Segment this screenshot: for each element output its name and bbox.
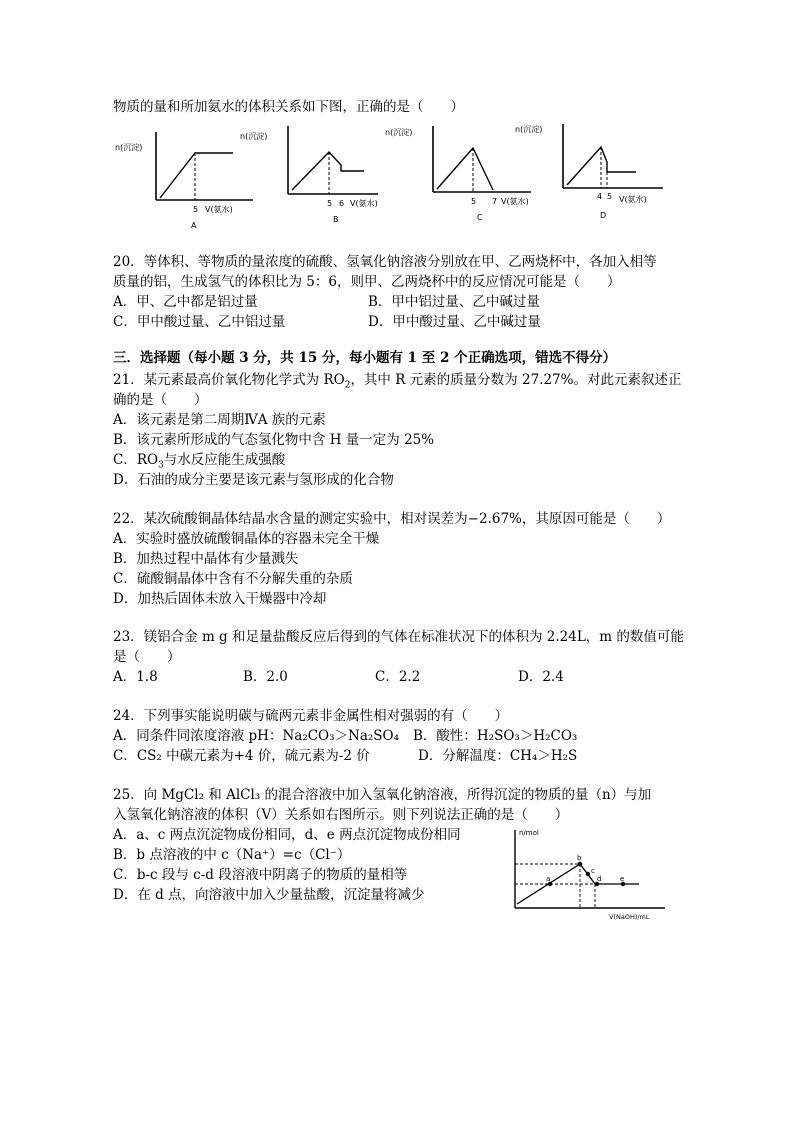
graph-a-letter: A <box>191 221 197 230</box>
graph-b-tick-6: 6 <box>339 199 345 208</box>
q25-option-d: D．在 d 点，向溶液中加入少量盐酸，沉淀量将减少 <box>113 887 425 903</box>
graph-c-tick-5: 5 <box>471 197 477 206</box>
q24-option-b: B．酸性：H₂SO₃＞H₂CO₃ <box>413 728 578 744</box>
q22-option-c: C．硫酸铜晶体中含有不分解失重的杂质 <box>113 571 353 587</box>
q25-stem-1: 25．向 MgCl₂ 和 AlCl₃ 的混合溶液中加入氢氧化钠溶液，所得沉淀的物质的量（n）与加 <box>113 787 652 803</box>
q21-option-b: B．该元素所形成的气态氢化物中含 H 量一定为 25% <box>113 432 435 448</box>
graph-b-letter: B <box>333 215 339 224</box>
q21-option-c-b: 与水反应能生成强酸 <box>163 452 286 468</box>
q25-stem-2: 入氢氧化钠溶液的体积（V）关系如右图所示。则下列说法正确的是（ ） <box>113 807 569 823</box>
graph-c-tick-7: 7 <box>492 197 498 206</box>
graph-c-ylabel: n(沉淀) <box>385 128 413 137</box>
q24-stem: 24．下列事实能说明碳与硫两元素非金属性相对强弱的有（ ） <box>113 708 509 724</box>
q25-point-c <box>586 872 590 876</box>
q25-label-a: a <box>546 875 551 883</box>
q23-option-c: C．2.2 <box>375 669 421 685</box>
graph-a-tick: 5 <box>193 205 199 214</box>
intro-text: 物质的量和所加氨水的体积关系如下图，正确的是（ ） <box>113 99 464 115</box>
q21-option-c-a: C．RO <box>113 452 159 468</box>
q25-label-b: b <box>577 854 582 862</box>
graph-c-xlabel: V(氨水) <box>501 197 529 206</box>
graph-d-xlabel: V(氨水) <box>619 195 647 204</box>
graph-d <box>513 122 668 226</box>
q22-option-d: D．加热后固体未放入干燥器中冷却 <box>113 591 327 607</box>
q24-option-d: D．分解温度：CH₄＞H₂S <box>418 748 578 764</box>
q21-stem-1: 21．某元素最高价氧化物化学式为 $RO_2$，其中 R 元素的质量分数为 27.27%。对此元素叙述正 <box>113 372 682 391</box>
q21-option-c: C．$RO_3$与水反应能生成强酸 <box>113 452 286 471</box>
q23-stem-2: 是（ ） <box>113 649 181 665</box>
q23-option-a: A．1.8 <box>113 669 158 685</box>
q21-option-a: A．该元素是第二周期ⅣA 族的元素 <box>113 412 326 428</box>
q20-stem-2: 质量的铝，生成氢气的体积比为 5：6，则甲、乙两烧杯中的反应情况可能是（ ） <box>113 274 621 290</box>
q23-stem-1: 23．镁铝合金 m g 和足量盐酸反应后得到的气体在标准状况下的体积为 2.24L，m 的数值可能 <box>113 629 684 645</box>
graph-c-letter: C <box>477 213 483 222</box>
q23-option-b: B．2.0 <box>243 669 288 685</box>
graph-d-tick-5: 5 <box>607 192 613 201</box>
q20-option-c: C．甲中酸过量、乙中铝过量 <box>113 314 286 330</box>
q21-stem-2: 确的是（ ） <box>113 392 208 408</box>
graph-a-xlabel: V(氨水) <box>205 205 233 214</box>
graph-d-ylabel: n(沉淀) <box>515 125 543 134</box>
q25-graph <box>505 826 670 922</box>
graph-b <box>238 122 388 226</box>
q25-graph-xlabel: V(NaOH)/mL <box>609 913 650 921</box>
q25-option-b: B．b 点溶液的中 c（Na⁺）=c（Cl⁻） <box>113 847 351 863</box>
graph-b-ylabel: n(沉淀) <box>240 132 268 141</box>
graph-a-ylabel: n(沉淀) <box>115 143 143 152</box>
q20-option-a: A．甲、乙中都是铝过量 <box>113 294 258 310</box>
q21-stem-1b: ，其中 R 元素的质量分数为 27.27%。对此元素叙述正 <box>350 372 682 388</box>
q24-option-c: C．CS₂ 中碳元素为+4 价，硫元素为-2 价 <box>113 748 370 764</box>
graph-c <box>383 122 533 226</box>
q22-option-b: B．加热过程中晶体有少量溅失 <box>113 551 299 567</box>
graph-a <box>113 128 258 232</box>
q24-option-a: A．同条件同浓度溶液 pH：Na₂CO₃＞Na₂SO₄ <box>113 728 400 744</box>
q21-stem-1a: 21．某元素最高价氧化物化学式为 RO <box>113 372 345 388</box>
q23-option-d: D．2.4 <box>518 669 564 685</box>
graph-d-tick-4: 4 <box>597 192 603 201</box>
q25-label-d: d <box>597 875 602 883</box>
q25-graph-ylabel: n/mol <box>519 829 539 837</box>
q25-label-c: c <box>591 867 595 875</box>
q21-option-d: D．石油的成分主要是该元素与氢形成的化合物 <box>113 472 394 488</box>
q25-option-a: A．a、c 两点沉淀物成份相同，d、e 两点沉淀物成份相同 <box>113 827 461 843</box>
section-heading: 三．选择题（每小题 3 分，共 15 分，每小题有 1 至 2 个正确选项，错选不得分） <box>113 350 617 366</box>
graph-b-xlabel: V(氨水) <box>350 199 378 208</box>
graph-d-letter: D <box>600 211 607 220</box>
q25-option-c: C．b-c 段与 c-d 段溶液中阴离子的物质的量相等 <box>113 867 408 883</box>
q22-stem: 22．某次硫酸铜晶体结晶水含量的测定实验中，相对误差为−2.67%，其原因可能是（ ） <box>113 511 671 527</box>
q20-option-b: B．甲中铝过量、乙中碱过量 <box>368 294 540 310</box>
q25-point-b <box>578 862 582 866</box>
q22-option-a: A．实验时盛放硫酸铜晶体的容器未完全干燥 <box>113 531 380 547</box>
q20-stem-1: 20．等体积、等物质的量浓度的硫酸、氢氧化钠溶液分别放在甲、乙两烧杯中，各加入相等 <box>113 254 657 270</box>
q25-label-e: e <box>620 875 625 883</box>
q20-option-d: D．甲中酸过量、乙中碱过量 <box>368 314 541 330</box>
graph-b-tick-5: 5 <box>327 199 333 208</box>
